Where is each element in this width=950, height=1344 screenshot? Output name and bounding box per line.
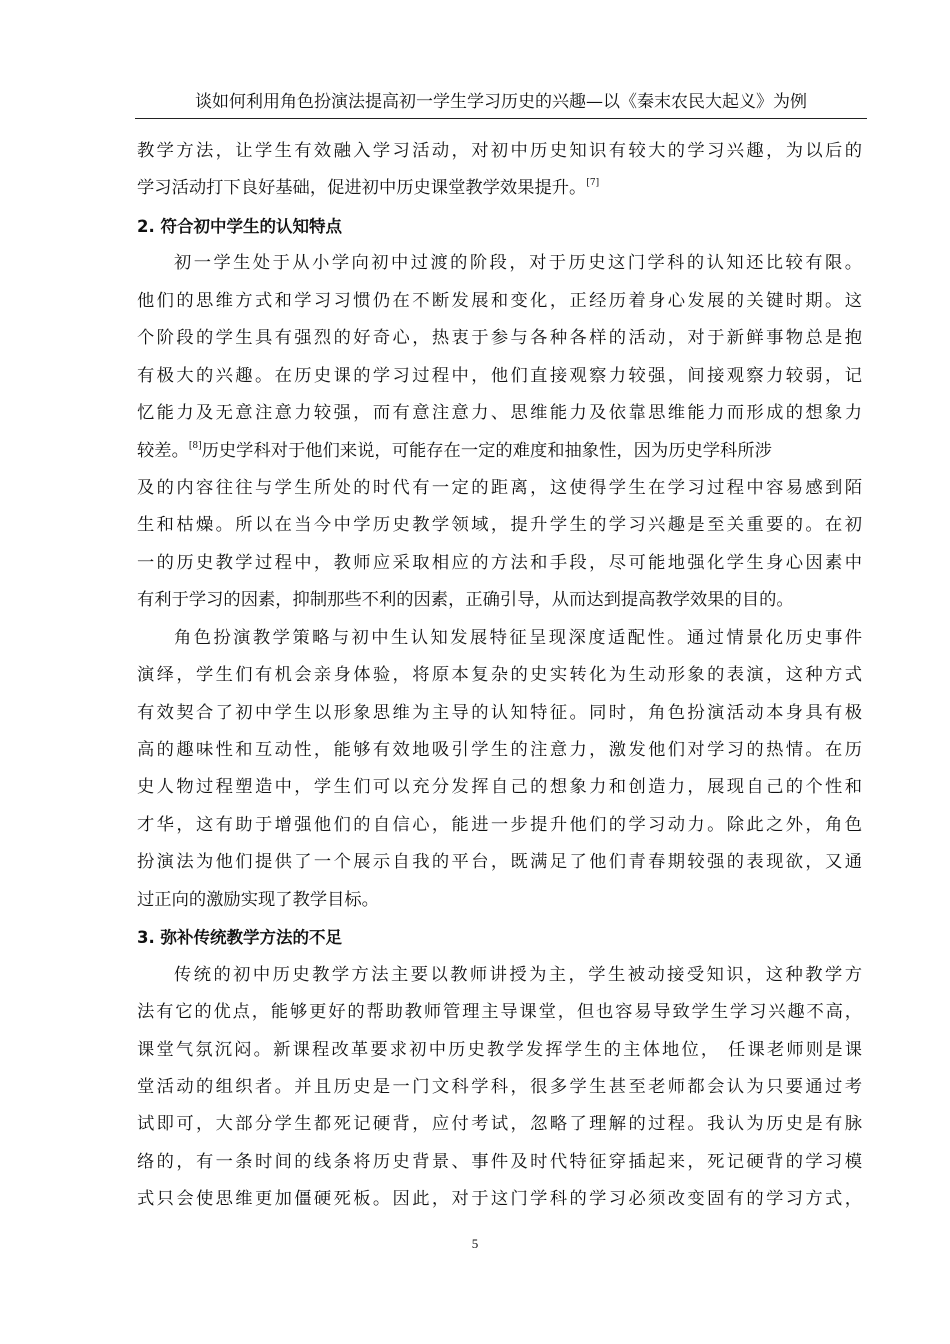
paragraph-line: 高的趣味性和互动性，能够有效地吸引学生的注意力，激发他们对学习的热情。在历 bbox=[137, 740, 862, 760]
section-heading: 2. 符合初中学生的认知特点 bbox=[137, 216, 342, 236]
running-header: 谈如何利用角色扮演法提高初一学生学习历史的兴趣—以《秦末农民大起义》为例 bbox=[195, 92, 807, 112]
paragraph-line bbox=[137, 433, 862, 470]
paragraph-line: 堂活动的组织者。并且历史是一门文科学科，很多学生甚至老师都会认为只要通过考 bbox=[137, 1076, 862, 1097]
paragraph-line: 一的历史教学过程中，教师应采取相应的方法和手段，尽可能地强化学生身心因素中 bbox=[137, 552, 862, 573]
paragraph-text: 较差。 bbox=[137, 440, 189, 461]
paragraph-line: 才华，这有助于增强他们的自信心，能进一步提升他们的学习动力。除此之外，角色 bbox=[137, 814, 862, 835]
header-rule bbox=[135, 118, 867, 119]
paragraph-text: 历史学科对于他们来说，可能存在一定的难度和抽象性，因为历史学科所涉 bbox=[201, 440, 772, 461]
paragraph-line: 有极大的兴趣。在历史课的学习过程中，他们直接观察力较强，间接观察力较弱，记 bbox=[137, 365, 862, 386]
paragraph-line: 生和枯燥。所以在当今中学历史教学领域，提升学生的学习兴趣是至关重要的。在初 bbox=[137, 515, 862, 536]
paragraph-line: 忆能力及无意注意力较强，而有意注意力、思维能力及依靠思维能力而形成的想象力 bbox=[137, 403, 862, 424]
paragraph-line: 有利于学习的因素，抑制那些不利的因素，正确引导，从而达到提高教学效果的目的。 bbox=[137, 590, 794, 611]
paragraph-line: 式只会使思维更加僵硬死板。因此，对于这门学科的学习必须改变固有的学习方式， bbox=[137, 1189, 862, 1210]
body-text bbox=[137, 133, 862, 1219]
paragraph-line: 过正向的激励实现了教学目标。 bbox=[137, 889, 379, 910]
paragraph-line: 试即可，大部分学生都死记硬背，应付考试，忽略了理解的过程。我认为历史是有脉 bbox=[137, 1114, 862, 1135]
paragraph-line: 演绎，学生们有机会亲身体验，将原本复杂的史实转化为生动形象的表演，这种方式 bbox=[137, 665, 862, 686]
paragraph-line: 传统的初中历史教学方法主要以教师讲授为主，学生被动接受知识，这种教学方 bbox=[174, 964, 862, 985]
paragraph-line: 个阶段的学生具有强烈的好奇心，热衷于参与各种各样的活动，对于新鲜事物总是抱 bbox=[137, 328, 862, 349]
paragraph-line: 及的内容往往与学生所处的时代有一定的距离，这使得学生在学习过程中容易感到陌 bbox=[137, 477, 862, 498]
paragraph-line: 初一学生处于从小学向初中过渡的阶段，对于历史这门学科的认知还比较有限。 bbox=[174, 253, 862, 274]
paragraph-line: 法有它的优点，能够更好的帮助教师管理主导课堂，但也容易导致学生学习兴趣不高， bbox=[137, 1002, 862, 1023]
citation-marker: [8] bbox=[188, 440, 202, 451]
paragraph-line bbox=[137, 170, 862, 207]
paragraph-line: 角色扮演教学策略与初中生认知发展特征呈现深度适配性。通过情景化历史事件 bbox=[174, 627, 862, 648]
citation-marker: [7] bbox=[586, 178, 600, 189]
paragraph-line: 络的，有一条时间的线条将历史背景、事件及时代特征穿插起来，死记硬背的学习模 bbox=[137, 1151, 862, 1172]
paragraph-line: 他们的思维方式和学习习惯仍在不断发展和变化，正经历着身心发展的关键时期。这 bbox=[137, 290, 862, 311]
section-heading: 3. 弥补传统教学方法的不足 bbox=[137, 928, 342, 948]
paragraph-text: 学习活动打下良好基础，促进初中历史课堂教学效果提升。 bbox=[137, 178, 587, 199]
paragraph-line: 扮演法为他们提供了一个展示自我的平台，既满足了他们青春期较强的表现欲，又通 bbox=[137, 852, 862, 873]
paragraph-line: 有效契合了初中学生以形象思维为主导的认知特征。同时，角色扮演活动本身具有极 bbox=[137, 702, 862, 723]
page-number: 5 bbox=[471, 1236, 479, 1251]
paragraph-line: 课堂气氛沉闷。新课程改革要求初中历史教学发挥学生的主体地位， 任课老师则是课 bbox=[137, 1039, 862, 1060]
paragraph-line: 史人物过程塑造中，学生们可以充分发挥自己的想象力和创造力，展现自己的个性和 bbox=[137, 777, 862, 798]
paragraph-line: 教学方法，让学生有效融入学习活动，对初中历史知识有较大的学习兴趣，为以后的 bbox=[137, 141, 862, 161]
